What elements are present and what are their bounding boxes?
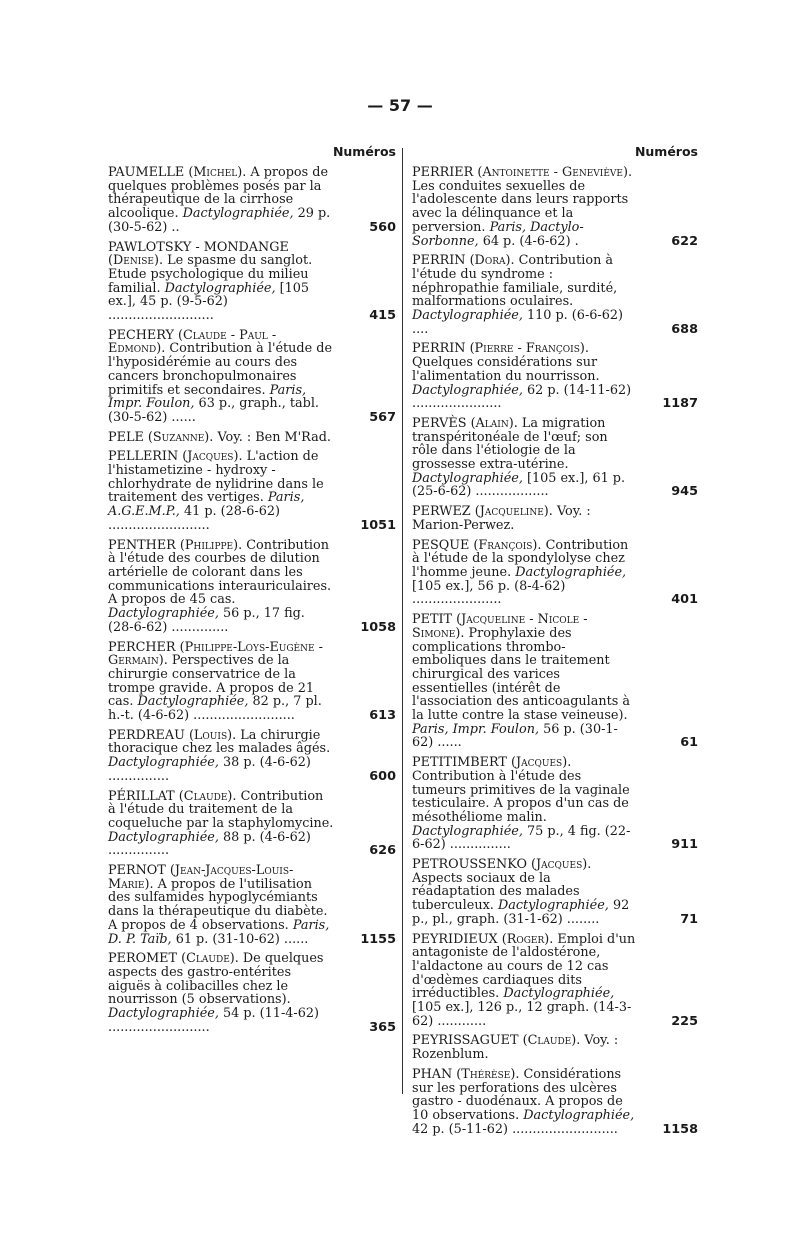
entry-number: 365 — [369, 1019, 396, 1035]
entry-title: Contribution à l'étude de l'hyposidérémie au cours des cancers bronchopulmonaires primitifs et secondaires. — [108, 341, 333, 398]
entry-given-names: (Claude). — [522, 1033, 581, 1049]
entry-surname: PETITIMBERT — [412, 755, 507, 771]
entry-publisher: Dactylographiée, — [412, 382, 523, 398]
entry-publisher: Dactylographiée, — [412, 470, 523, 486]
entry-publisher: Dactylographiée, — [164, 280, 276, 296]
entry-publisher: Dactylographiée, — [503, 986, 615, 1002]
entry-title: De quelques aspects des gastro-entérites aiguës à colibacilles chez le nourrisson (5 observations). — [108, 951, 324, 1008]
entry-details: 29 p. (30-5-62) .. — [108, 206, 331, 235]
bibliography-entry — [412, 539, 698, 608]
entry-surname: PELE — [108, 429, 144, 445]
left-entries — [108, 166, 396, 1034]
bibliography-entry — [108, 539, 396, 635]
left-column-header: Numéros — [332, 144, 396, 159]
bibliography-entry — [108, 641, 396, 723]
entry-details: 88 p. (4-6-62) ............... — [108, 829, 311, 859]
entry-number: 1058 — [360, 619, 396, 635]
entry-number: 945 — [671, 484, 698, 500]
entry-title: Contribution à l'étude de la spondylolyse chez l'homme jeune. — [412, 537, 629, 580]
entry-details: [105 ex.], 45 p. (9-5-62) .......................... — [108, 280, 310, 324]
right-entries — [412, 166, 698, 1136]
bibliography-entry — [108, 864, 396, 946]
entry-publisher: Paris, Dactylo-Sorbonne, — [412, 219, 584, 249]
entry-given-names: (Thérèse). — [456, 1066, 520, 1082]
entry-surname: PELLERIN — [108, 449, 179, 465]
entry-details: 38 p. (4-6-62) ............... — [108, 755, 311, 784]
entry-number: 626 — [369, 843, 396, 859]
entry-number: 1158 — [662, 1121, 698, 1137]
entry-title: Le spasme du sanglot. Etude psychologique du milieu familial. — [108, 253, 313, 296]
entry-publisher: Dactylographiée, — [108, 829, 219, 845]
entry-given-names: (François). — [473, 537, 542, 553]
bibliography-entry — [108, 952, 396, 1034]
entry-title: Les conduites sexuelles de l'adolescente dans leurs rapports avec la délinquance et la perversion. — [412, 178, 629, 235]
entry-number: 1187 — [662, 396, 698, 412]
entry-details: 42 p. (5-11-62) .......................... — [412, 1121, 618, 1137]
entry-title: Contribution à l'étude des tumeurs primitives de la vaginale testiculaire. A propos d'un cas de mésothéliome malin. — [412, 768, 630, 825]
entry-publisher: Paris, Impr. Foulon, — [108, 382, 307, 412]
bibliography-entry — [108, 329, 396, 425]
entry-publisher: Dactylographiée, — [108, 606, 219, 622]
entry-surname: PERRIN — [412, 253, 466, 269]
entry-number: 911 — [671, 837, 698, 853]
entry-number: 1051 — [360, 517, 396, 533]
entry-title: Aspects sociaux de la réadaptation des malades tuberculeux. — [412, 870, 580, 914]
entry-publisher: Paris, D. P. Taïb, — [108, 917, 330, 947]
bibliography-entry — [412, 1068, 698, 1137]
entry-publisher: Dactylographiée, — [412, 823, 523, 839]
bibliography-entry — [412, 505, 698, 532]
entry-details: [105 ex.], 61 p. (25-6-62) .................. — [412, 470, 626, 500]
entry-given-names: (Dora). — [469, 253, 515, 269]
bibliography-entry — [108, 166, 396, 235]
entry-details: 61 p. (31-10-62) ...... — [175, 931, 309, 947]
bibliography-entry — [108, 790, 396, 859]
right-column-header: Numéros — [634, 144, 698, 159]
entry-details: 62 p. (14-11-62) ...................... — [412, 382, 632, 412]
entry-given-names: (Denise). — [108, 253, 164, 269]
entry-title: Prophylaxie des complications thrombo-emboliques dans le traitement chirurgical des varices essentielles (intérêt de l'association des anticoagulants à la lutte contre la stase veineuse). — [412, 625, 631, 724]
entry-given-names: (Jacqueline). — [474, 504, 553, 520]
entry-given-names: (Philippe). — [179, 537, 243, 553]
bibliography-entry — [108, 729, 396, 784]
entry-given-names: (Suzanne). — [147, 429, 214, 445]
entry-given-names: (Jacques). — [182, 449, 243, 465]
entry-number: 61 — [680, 735, 698, 751]
entry-given-names: (Alain). — [470, 415, 518, 431]
entry-title: Contribution à l'étude du traitement de la coqueluche par la staphylomycine. — [108, 788, 334, 831]
entry-title: Quelques considérations sur l'alimentation du nourrisson. — [412, 355, 600, 384]
entry-publisher: Dactylographiée, — [108, 1006, 219, 1022]
entry-surname: PETROUSSENKO — [412, 857, 527, 873]
entry-surname: PERDREAU — [108, 727, 185, 743]
entry-details: 41 p. (28-6-62) ......................... — [108, 504, 280, 533]
entry-details: 75 p., 4 fig. (22-6-62) ............... — [412, 823, 631, 853]
entry-title: Emploi d'un antagoniste de l'aldostérone, l'aldactone au cours de 12 cas d'œdèmes cardiaques dits irréductibles. — [412, 931, 636, 1002]
entry-surname: PETIT — [412, 612, 453, 628]
entry-surname: PECHERY — [108, 327, 174, 343]
entry-details: 92 p., pl., graph. (31-1-62) ........ — [412, 898, 630, 927]
entry-details: 63 p., graph., tabl. (30-5-62) ...... — [108, 396, 319, 425]
entry-details: [105 ex.], 126 p., 12 graph. (14-3-62) ............ — [412, 1000, 632, 1029]
entry-title: Considérations sur les perforations des ulcères gastro - duodénaux. A propos de 10 observations. — [412, 1066, 623, 1123]
entry-publisher: Dactylographiée, — [412, 308, 523, 324]
entry-title: L'action de l'histametizine - hydroxy - chlorhydrate de nylidrine dans le traitement des vertiges. — [108, 449, 324, 506]
entry-number: 415 — [369, 308, 396, 324]
entry-details: 56 p. (30-1-62) ...... — [412, 721, 618, 751]
column-divider — [402, 148, 403, 1094]
bibliography-entry — [412, 1034, 698, 1061]
entry-title: Perspectives de la chirurgie conservatrice de la trompe gravide. A propos de 21 cas. — [108, 653, 315, 710]
entry-surname: PHAN — [412, 1066, 453, 1082]
entry-surname: PERRIN — [412, 341, 466, 357]
entry-publisher: Paris, Impr. Foulon, — [412, 721, 540, 737]
bibliography-entry — [108, 450, 396, 532]
entry-publisher: Dactylographiée, — [497, 898, 609, 914]
entry-surname: PAUMELLE — [108, 165, 185, 180]
entry-surname: PERNOT — [108, 863, 166, 879]
entry-details: 56 p., 17 fig. (28-6-62) .............. — [108, 606, 305, 635]
entry-surname: PEROMET — [108, 951, 178, 967]
entry-publisher: Paris, A.G.E.M.P., — [108, 490, 305, 520]
entry-surname: PESQUE — [412, 537, 470, 553]
entry-given-names: (Antoinette - Geneviève). — [477, 165, 633, 180]
entry-publisher: Dactylographiée, — [137, 694, 249, 710]
entry-given-names: (Jacques). — [531, 857, 592, 873]
entry-details: [105 ex.], 56 p. (8-4-62) ...................... — [412, 578, 566, 608]
bibliography-entry — [412, 858, 698, 927]
entry-title: Voy. : Ben M'Rad. — [217, 429, 331, 445]
entry-number: 71 — [680, 911, 698, 927]
entry-number: 225 — [671, 1013, 698, 1029]
entry-given-names: (Roger). — [501, 931, 554, 947]
page-number: — 57 — — [367, 96, 433, 115]
bibliography-entry — [412, 166, 698, 248]
entry-number: 622 — [671, 233, 698, 249]
entry-surname: PERRIER — [412, 165, 474, 180]
entry-surname: PEYRIDIEUX — [412, 931, 498, 947]
entry-given-names: (Claude). — [181, 951, 239, 967]
entry-details: 64 p. (4-6-62) . — [482, 233, 579, 249]
entry-number: 600 — [369, 768, 396, 784]
entry-title: Contribution à l'étude des courbes de dilution artérielle de colorant dans les communications interauriculaires. A propos de 45 cas. — [108, 537, 332, 608]
entry-surname: PÉRILLAT — [108, 788, 175, 804]
entry-given-names: (Jean-Jacques-Louis-Marie). — [108, 863, 294, 892]
entry-title: Contribution à l'étude du syndrome : néphropathie familiale, surdité, malformations oculaires. — [412, 253, 618, 310]
entry-number: 560 — [369, 219, 396, 235]
entry-surname: PEYRISSAGUET — [412, 1033, 519, 1049]
entry-number: 567 — [369, 409, 396, 425]
entry-title: A propos de l'utilisation des sulfamides hypoglycémiants dans la thérapeutique du diabète. A propos de 4 observations. — [108, 876, 328, 933]
entry-title: Voy. : Marion-Perwez. — [412, 504, 591, 533]
entry-publisher: Dactylographiée, — [515, 564, 627, 580]
right-column — [412, 142, 698, 1137]
bibliography-entry — [412, 933, 698, 1029]
entry-surname: PERVÈS — [412, 415, 467, 431]
entry-given-names: (Michel). — [188, 165, 247, 180]
entry-surname: PERCHER — [108, 639, 176, 655]
entry-title: A propos de quelques problèmes posés par la thérapeutique de la cirrhose alcoolique. — [108, 165, 329, 222]
bibliography-entry — [108, 431, 396, 445]
entry-number: 613 — [369, 708, 396, 724]
bibliography-entry — [412, 254, 698, 336]
entry-title: La migration transpéritonéale de l'œuf; son rôle dans l'étiologie de la grossesse extra-utérine. — [412, 415, 608, 473]
entry-given-names: (Jacques). — [511, 755, 572, 771]
entry-given-names: (Louis). — [188, 727, 237, 743]
bibliography-entry — [412, 342, 698, 411]
entry-publisher: Dactylographiée, — [523, 1108, 635, 1123]
entry-surname: PENTHER — [108, 537, 176, 553]
entry-given-names: (Philippe-Loys-Eugène - Germain). — [108, 639, 323, 669]
bibliography-entry — [412, 417, 698, 499]
entry-number: 688 — [671, 321, 698, 337]
entry-given-names: (Jacqueline - Nicole - Simone). — [412, 612, 588, 641]
entry-given-names: (Pierre - François). — [469, 341, 589, 357]
left-column — [108, 142, 396, 1092]
entry-number: 401 — [671, 592, 698, 608]
bibliography-entry — [412, 756, 698, 852]
entry-surname: PERWEZ — [412, 504, 471, 520]
entry-publisher: Dactylographiée, — [182, 206, 294, 222]
entry-surname: PAWLOTSKY - MONDANGE — [108, 239, 289, 255]
entry-title: La chirurgie thoracique chez les malades âgés. — [108, 727, 331, 757]
entry-number: 1155 — [360, 931, 396, 947]
entry-title: Voy. : Rozenblum. — [412, 1033, 619, 1063]
entry-given-names: (Claude). — [178, 788, 237, 804]
entry-details: 110 p. (6-6-62) .... — [412, 308, 624, 337]
entry-given-names: (Claude - Paul - Edmond). — [108, 327, 277, 357]
bibliography-entry — [412, 613, 698, 750]
entry-publisher: Dactylographiée, — [108, 755, 219, 771]
entry-details: 82 p., 7 pl. h.-t. (4-6-62) ......................... — [108, 694, 322, 724]
entry-details: 54 p. (11-4-62) ......................... — [108, 1006, 320, 1035]
bibliography-entry — [108, 241, 396, 323]
